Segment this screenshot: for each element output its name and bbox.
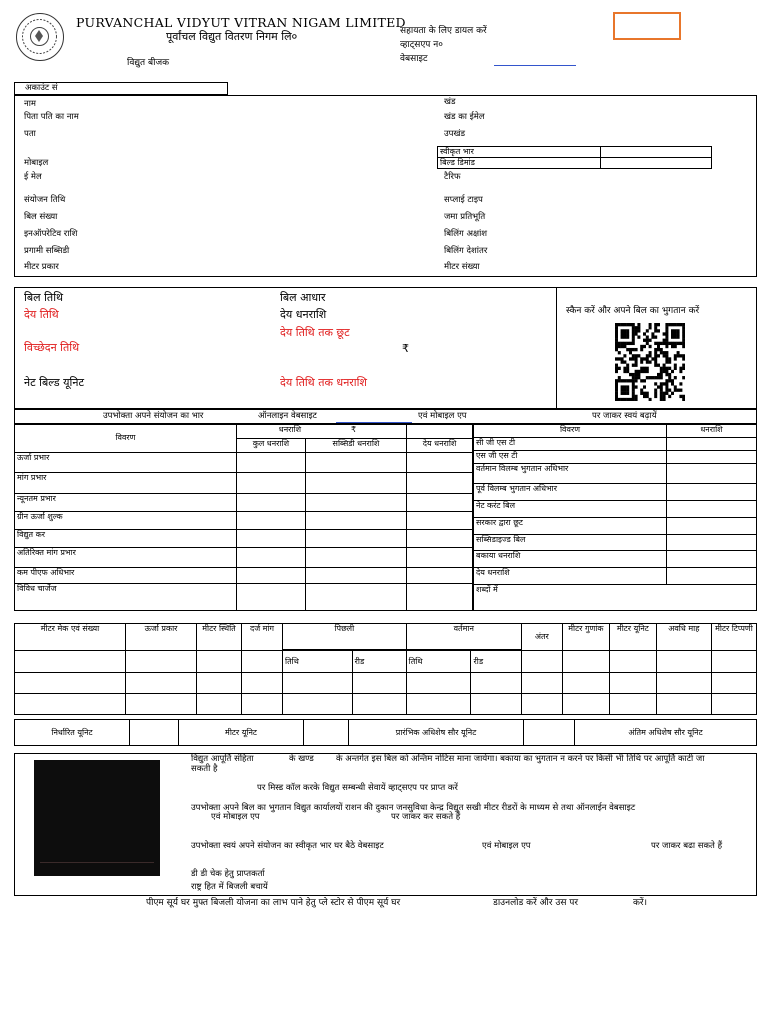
meter-make-header: मीटर मेक एवं संख्या — [15, 624, 126, 651]
note-dd-cheque: डी डी चेक हेतु प्राप्तकर्ता — [191, 869, 265, 879]
load-line-text-a: उपभोक्ता अपने संयोजन का भार — [103, 411, 204, 421]
charge-row: कम पीएफ अधिभार — [15, 567, 237, 583]
label-bill-number: बिल संख्या — [24, 212, 58, 222]
bill-basis-label: बिल आधार — [280, 291, 326, 304]
charges-table — [14, 424, 473, 611]
charges-detail-header: विवरण — [15, 425, 237, 453]
note-load-increase: उपभोक्ता स्वयं अपने संयोजन का स्वीकृत भार घर बैठे वेबसाइट — [191, 841, 384, 851]
bill-date-label: बिल तिथि — [24, 291, 64, 304]
rebate-till-due-label: देय तिथि तक छूट — [280, 326, 350, 339]
summary-row: देय धनराशि — [474, 568, 667, 584]
meter-multiplier-header: मीटर गुणांक — [562, 624, 609, 651]
note-payment-app: एवं मोबाइल एप — [211, 812, 260, 822]
summary-row: सरकार द्वारा छूट — [474, 517, 667, 534]
charge-row: मांग प्रभार — [15, 473, 237, 493]
charge-row: विद्युत कर — [15, 530, 237, 547]
help-dial-label: सहायता के लिए डायल करें — [400, 26, 487, 36]
charge-row: अतिरिक्त मांग प्रभार — [15, 547, 237, 567]
document-title: विद्युत बीजक — [127, 58, 170, 68]
label-progressive-subsidy: प्रगामी सब्सिडी — [24, 246, 70, 256]
note-final-notice-cont: सकती है — [191, 764, 218, 774]
load-line-website-link[interactable] — [336, 422, 412, 423]
label-connection-date: संयोजन तिथि — [24, 195, 66, 205]
difference-header: अंतर — [521, 624, 562, 651]
note-load-increase-app: एवं मोबाइल एप — [482, 841, 531, 851]
note-payment-app-cont: पर जाकर कर सकते हैं — [391, 812, 461, 822]
label-billing-latitude: बिलिंग अक्षांश — [444, 229, 488, 239]
due-amount-label: देय धनराशि — [280, 308, 327, 321]
note-final-notice: के अन्तर्गत इस बिल को अन्तिम नोटिस माना जायेगा। बकाया का भुगतान न करने पर किसी भी तिथि पर आपूर्ति काटी जा — [336, 754, 705, 764]
label-father-name: पिता पति का नाम — [24, 112, 79, 122]
note-load-increase-cont: पर जाकर बढा सकते हैं — [651, 841, 723, 851]
summary-row: नेट करंट बिल — [474, 500, 667, 517]
company-name-hi: पूर्वांचल विद्युत वितरण निगम लि० — [166, 30, 298, 43]
units-table — [14, 719, 757, 746]
recorded-demand-header: दर्ज मांग — [242, 624, 283, 651]
meter-unit-label: मीटर यूनिट — [179, 720, 304, 746]
right-amount-header: धनराशि — [667, 425, 757, 438]
label-billing-longitude: बिलिंग देशांतर — [444, 246, 488, 256]
label-tariff: टैरिफ — [444, 172, 461, 182]
value-billed-demand — [601, 158, 712, 169]
footer-scheme-text: पीएम सूर्य घर मुफ्त बिजली योजना का लाभ पाने हेतु प्ले स्टोर से पीएम सूर्य घर — [146, 898, 401, 908]
net-billed-unit-label: नेट बिल्ड यूनिट — [24, 376, 85, 389]
final-solar-unit-label: अंतिम अधिशेष सौर यूनिट — [575, 720, 757, 746]
amount-till-due-label: देय तिथि तक धनराशि — [280, 376, 367, 389]
consumer-details-box — [14, 95, 757, 277]
initial-solar-unit-label: प्रारंभिक अधिशेष सौर यूनिट — [349, 720, 524, 746]
previous-reading-header: पिछली — [283, 624, 407, 650]
amount-in-words: शब्दों में — [474, 584, 757, 610]
prev-date-header: तिथि — [283, 651, 353, 673]
total-amount-header: कुल धनराशि — [236, 438, 305, 452]
value-sanctioned-load — [601, 147, 712, 158]
charges-amount-header: धनराशि ₹ — [236, 425, 406, 439]
energy-type-header: ऊर्जा प्रकार — [126, 624, 197, 651]
summary-divider — [556, 287, 557, 409]
note-save-electricity: राष्ट्र हित में बिजली बचायें — [191, 882, 268, 892]
account-number-label: अकाउंट सं — [25, 83, 58, 93]
footer-download-text: डाउनलोड करें और उस पर — [493, 898, 579, 908]
note-supply-code: विद्युत आपूर्ति संहिता — [191, 754, 254, 764]
summary-row: बकाया धनराशि — [474, 551, 667, 568]
label-subdivision: उपखंड — [444, 129, 465, 139]
summary-row: सी जी एस टी — [474, 438, 667, 451]
payable-amount-header: देय धनराशि — [407, 438, 473, 452]
label-division-email: खंड का ईमेल — [444, 112, 485, 122]
company-name-en: PURVANCHAL VIDYUT VITRAN NIGAM LIMITED — [76, 15, 406, 30]
label-sanctioned-load: स्वीकृत भार — [438, 147, 601, 158]
assessed-unit-label: निर्धारित यूनिट — [15, 720, 130, 746]
account-number-box — [14, 82, 228, 95]
charge-row: न्यूनतम प्रभार — [15, 493, 237, 511]
label-supply-type: सप्लाई टाइप — [444, 195, 483, 205]
prev-read-header: रीड — [352, 651, 406, 673]
disconnection-date-label: विच्छेदन तिथि — [24, 341, 80, 354]
label-billed-demand: बिल्ड डिमांड — [438, 158, 601, 169]
charge-row: ऊर्जा प्रभार — [15, 452, 237, 472]
orange-box — [613, 12, 681, 40]
right-detail-header: विवरण — [474, 425, 667, 438]
website-link-underline[interactable] — [494, 65, 576, 66]
label-inoperative-amount: इनऑपरेटिव राशि — [24, 229, 78, 239]
note-missed-call: पर मिस्ड कॉल करके विद्युत सम्बन्धी सेवायें व्हाट्सएप पर प्राप्त करें — [257, 783, 458, 793]
curr-read-header: रीड — [471, 651, 521, 673]
label-division: खंड — [444, 97, 456, 107]
scan-to-pay-text: स्कैन करें और अपने बिल का भुगतान करें — [566, 306, 700, 316]
subsidy-amount-header: सब्सिडी धनराशि — [305, 438, 406, 452]
note-payment-options: उपभोक्ता अपने बिल का भुगतान विद्युत कार्यालयों राशन की दुकान जनसुविधा केन्द्र विद्युत सखी मीटर रीडरों के माध्यम से तथा ऑनलाईन वेबसाइट — [191, 803, 636, 813]
load-demand-table — [437, 146, 712, 169]
current-reading-header: वर्तमान — [406, 624, 521, 650]
curr-date-header: तिथि — [406, 651, 471, 673]
load-line-website: ऑनलाइन वेबसाइट — [258, 411, 317, 421]
load-line-self-increase: पर जाकर स्वयं बढ़ायें — [592, 411, 657, 421]
summary-row: पूर्व विलम्ब भुगतान अधिभार — [474, 483, 667, 500]
meter-reading-table — [14, 623, 757, 715]
load-line-mobile-app: एवं मोबाइल एप — [418, 411, 467, 421]
summary-row: वर्तमान विलम्ब भुगतान अधिभार — [474, 464, 667, 483]
period-month-header: अवधि माह — [656, 624, 711, 651]
summary-row: सब्सिडाइज्ड बिल — [474, 535, 667, 551]
label-meter-number: मीटर संख्या — [444, 262, 480, 272]
label-email: ई मेल — [24, 172, 42, 182]
bill-summary-table — [473, 424, 757, 611]
payment-qr-code[interactable] — [615, 323, 685, 401]
company-logo — [16, 13, 64, 61]
label-security-deposit: जमा प्रतिभूति — [444, 212, 486, 222]
meter-remark-header: मीटर टिप्पणी — [711, 624, 756, 651]
meter-unit-header: मीटर यूनिट — [609, 624, 656, 651]
footer-end-text: करें। — [633, 898, 648, 908]
summary-row: एस जी एस टी — [474, 451, 667, 464]
meter-status-header: मीटर स्थिति — [197, 624, 242, 651]
promo-image — [34, 760, 160, 876]
label-address: पता — [24, 129, 36, 139]
note-clause: के खण्ड — [289, 754, 314, 764]
charge-row: विविध चार्जेज — [15, 584, 237, 611]
label-name: नाम — [24, 99, 37, 109]
promo-image-stripe — [40, 862, 154, 863]
website-label: वेबसाइट — [400, 54, 428, 64]
due-date-label: देय तिथि — [24, 308, 59, 321]
label-mobile: मोबाइल — [24, 158, 49, 168]
whatsapp-label: व्हाट्सएप न० — [400, 40, 443, 50]
charge-row: ग्रीन ऊर्जा शुल्क — [15, 512, 237, 530]
label-meter-type: मीटर प्रकार — [24, 262, 59, 272]
rupee-symbol: ₹ — [402, 342, 409, 355]
